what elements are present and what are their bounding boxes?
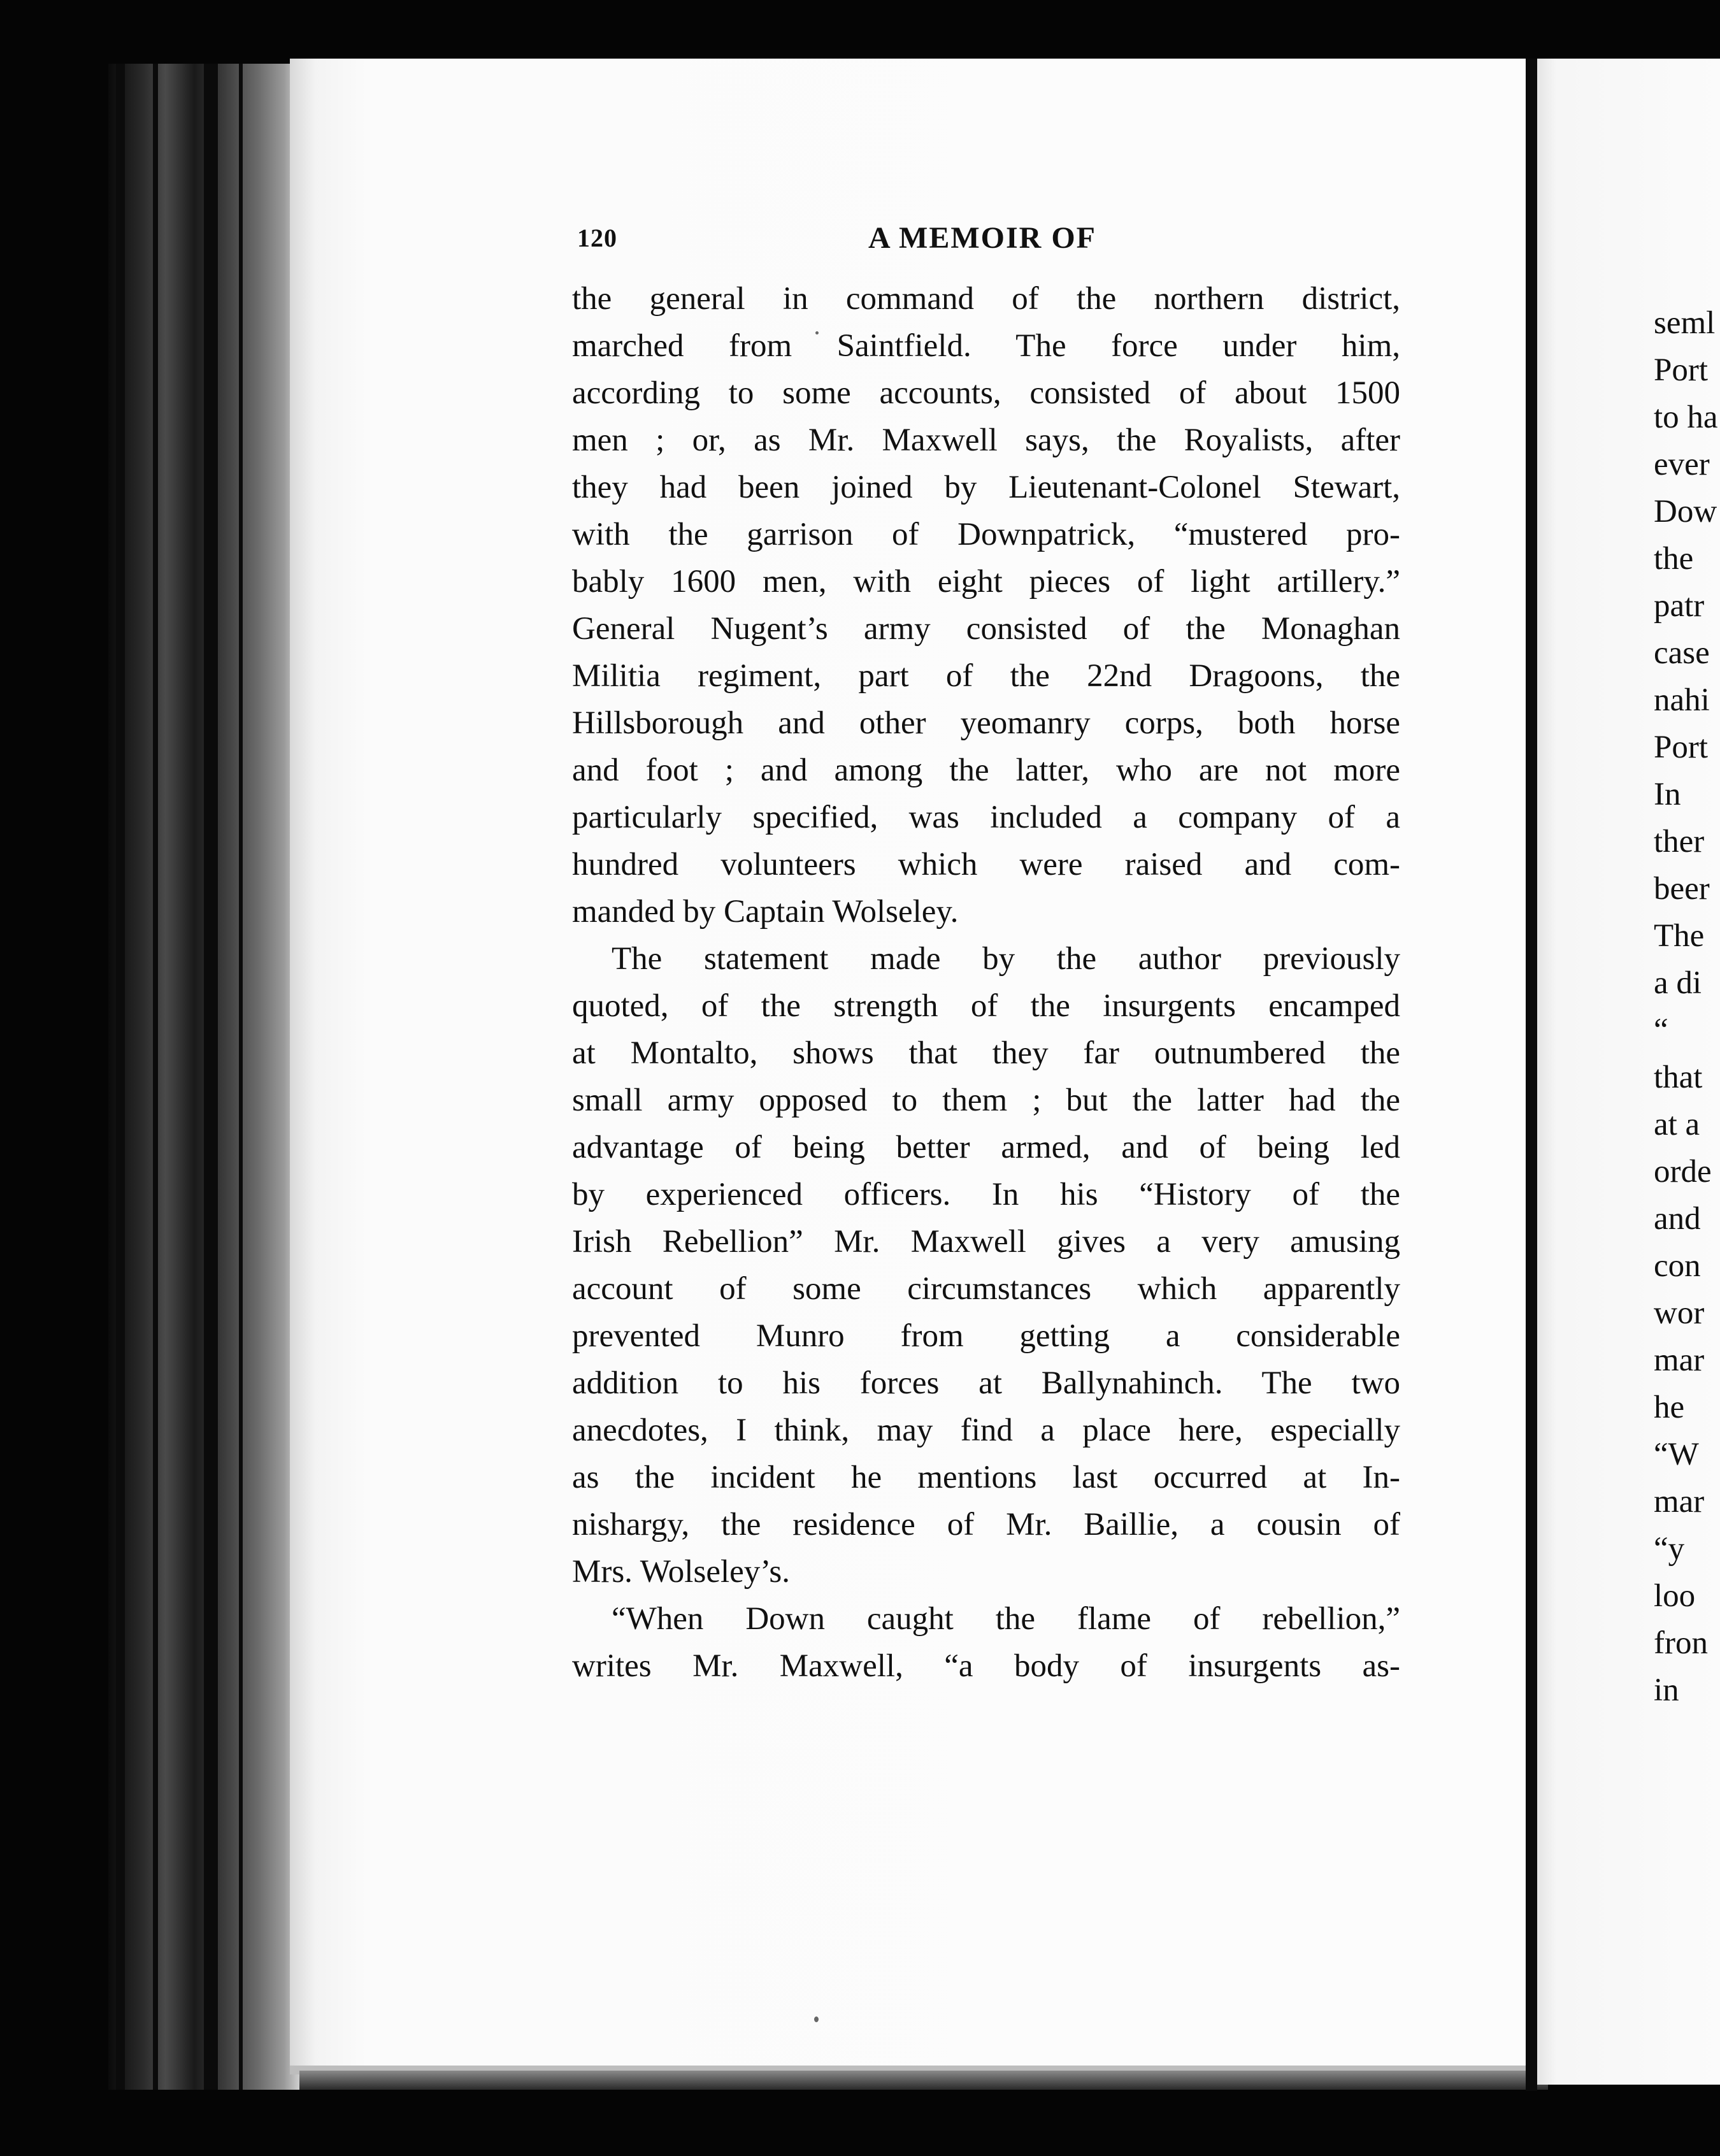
text-line: they had been joined by Lieutenant-Colonel Stewart, (572, 470, 1400, 505)
facing-line: con (1654, 1248, 1701, 1284)
facing-line: in (1654, 1672, 1679, 1708)
text-line: anecdotes, I think, may find a place here, especially (572, 1412, 1400, 1448)
text-line: men ; or, as Mr. Maxwell says, the Royalists, after (572, 422, 1400, 458)
spine-shadow (116, 64, 125, 2090)
text-line: as the incident he mentions last occurred at In- (572, 1460, 1400, 1495)
text-line: the general in command of the northern district, (572, 281, 1400, 317)
text-line: nishargy, the residence of Mr. Baillie, a cousin of (572, 1507, 1400, 1542)
facing-line: “W (1654, 1437, 1699, 1472)
facing-line: Port (1654, 729, 1709, 765)
running-head: A MEMOIR OF (868, 221, 1096, 255)
spine-shadow (239, 64, 243, 2090)
facing-line: “ (1654, 1012, 1668, 1048)
facing-line: case (1654, 635, 1710, 671)
text-line: marched from Saintfield. The force under him, (572, 328, 1400, 364)
text-line: Mrs. Wolseley’s. (572, 1554, 791, 1590)
text-line: Militia regiment, part of the 22nd Dragoons, the (572, 658, 1400, 694)
text-line: with the garrison of Downpatrick, “mustered pro- (572, 517, 1400, 552)
text-line: “When Down caught the flame of rebellion,” (612, 1601, 1400, 1637)
text-line: manded by Captain Wolseley. (572, 894, 959, 930)
facing-line: ther (1654, 824, 1705, 859)
facing-line: and (1654, 1201, 1701, 1237)
text-line: The statement made by the author previously (612, 941, 1400, 977)
spine-shadow (204, 64, 218, 2090)
facing-line: that (1654, 1060, 1703, 1095)
paper-speck (814, 2016, 819, 2022)
text-line: by experienced officers. In his “History of the (572, 1177, 1400, 1212)
text-line: at Montalto, shows that they far outnumbered the (572, 1035, 1400, 1071)
facing-line: The (1654, 918, 1705, 954)
facing-line: “y (1654, 1531, 1685, 1567)
text-line: quoted, of the strength of the insurgents encamped (572, 988, 1400, 1024)
facing-line: wor (1654, 1295, 1705, 1331)
facing-line: seml (1654, 305, 1716, 341)
text-line: advantage of being better armed, and of being led (572, 1130, 1400, 1165)
facing-line: nahi (1654, 682, 1710, 718)
text-line: writes Mr. Maxwell, “a body of insurgents as- (572, 1648, 1400, 1684)
paragraph (572, 275, 1400, 935)
text-line: particularly specified, was included a company of a (572, 800, 1400, 835)
page-gutter (1526, 59, 1537, 2091)
text-line: according to some accounts, consisted of about 1500 (572, 375, 1400, 411)
page-number: 120 (577, 224, 617, 252)
facing-line: Dow (1654, 494, 1717, 529)
facing-line: patr (1654, 588, 1705, 624)
facing-line: he (1654, 1390, 1685, 1425)
facing-line: the (1654, 541, 1694, 577)
page-edge (299, 2071, 1548, 2090)
facing-line: a di (1654, 965, 1702, 1001)
text-line: General Nugent’s army consisted of the Monaghan (572, 611, 1400, 647)
facing-line: In (1654, 777, 1681, 812)
text-line: bably 1600 men, with eight pieces of light artillery.” (572, 564, 1400, 600)
text-line: Hillsborough and other yeomanry corps, both horse (572, 705, 1400, 741)
text-line: Irish Rebellion” Mr. Maxwell gives a very amusing (572, 1224, 1400, 1260)
facing-line: mar (1654, 1342, 1705, 1378)
text-line: account of some circumstances which apparently (572, 1271, 1400, 1307)
facing-line: loo (1654, 1578, 1696, 1614)
page-text (572, 223, 1400, 1690)
running-header (572, 223, 1400, 261)
text-line: prevented Munro from getting a considerable (572, 1318, 1400, 1354)
facing-line: orde (1654, 1154, 1712, 1189)
book-spine (108, 64, 299, 2090)
facing-line: ever (1654, 447, 1710, 482)
text-line: hundred volunteers which were raised and com- (572, 847, 1400, 882)
text-line: small army opposed to them ; but the latter had the (572, 1082, 1400, 1118)
facing-line: to ha (1654, 399, 1718, 435)
facing-line: fron (1654, 1625, 1708, 1661)
facing-line: mar (1654, 1484, 1705, 1520)
facing-page-text (1654, 299, 1718, 1714)
paragraph (572, 935, 1400, 1595)
facing-line: Port (1654, 352, 1709, 388)
facing-line: at a (1654, 1107, 1700, 1142)
text-line: and foot ; and among the latter, who are not more (572, 752, 1400, 788)
spine-shadow (153, 64, 158, 2090)
paragraph (572, 1595, 1400, 1690)
text-line: addition to his forces at Ballynahinch. The two (572, 1365, 1400, 1401)
facing-line: beer (1654, 871, 1710, 907)
